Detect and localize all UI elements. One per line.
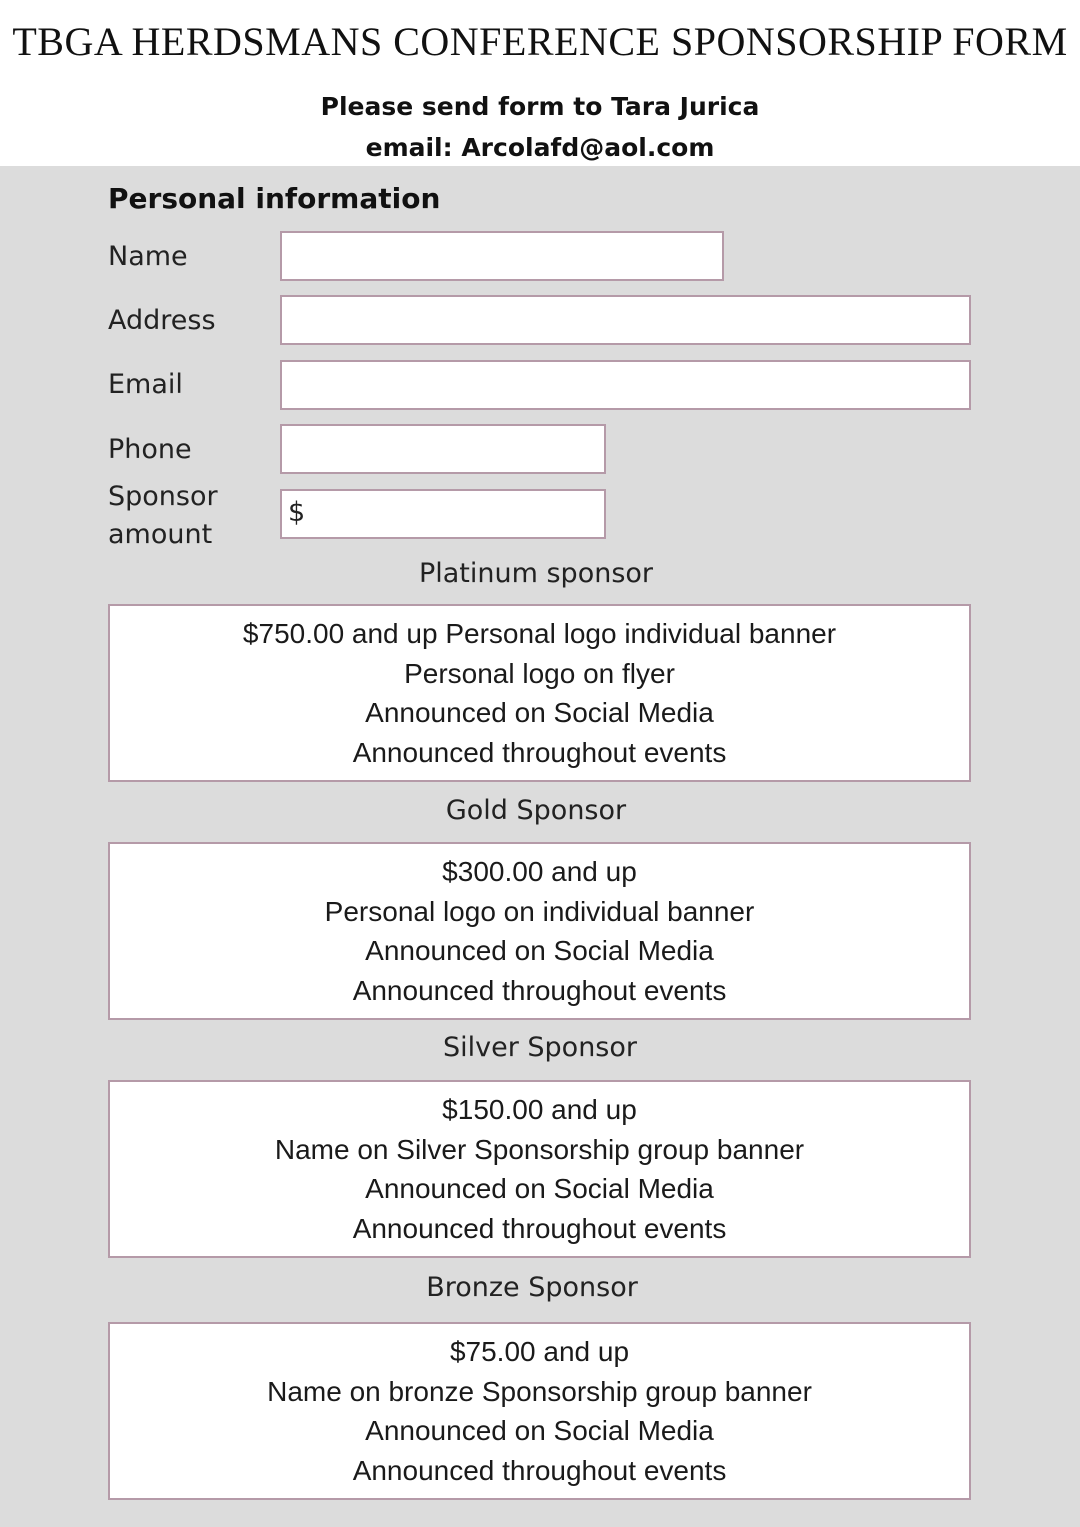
tier-line: Announced throughout events (352, 1212, 727, 1244)
address-label: Address (108, 305, 216, 336)
form-header (0, 0, 1080, 166)
phone-label: Phone (108, 434, 192, 465)
tier-line: Personal logo on individual banner (324, 895, 755, 927)
platinum-heading: Platinum sponsor (418, 558, 654, 589)
bronze-heading: Bronze Sponsor (426, 1272, 638, 1303)
tier-line: Announced on Social Media (365, 1415, 714, 1446)
tier-line: $300.00 and up (442, 856, 637, 887)
name-field[interactable] (280, 231, 724, 281)
bronze-tier-box (108, 1322, 971, 1500)
form-title: TBGA HERDSMANS CONFERENCE SPONSORSHIP FORM (12, 19, 1068, 64)
tier-line: $75.00 and up (449, 1336, 630, 1367)
send-email: email: Arcolafd@aol.com (365, 133, 715, 162)
email-label: Email (108, 369, 183, 400)
tier-line: Announced throughout events (352, 736, 727, 768)
tier-line: Name on Silver Sponsorship group banner (274, 1133, 805, 1165)
sponsor-amount-field[interactable] (280, 489, 606, 539)
tier-line: Announced throughout events (352, 974, 727, 1006)
phone-field[interactable] (280, 424, 606, 474)
tier-line: Announced throughout events (352, 1454, 727, 1486)
tier-line: $150.00 and up (442, 1094, 637, 1125)
sponsor-amount-label-line-2: amount (108, 519, 213, 550)
sponsor-amount-label-line-1: Sponsor (108, 481, 218, 512)
platinum-tier-box (108, 604, 971, 782)
gold-tier-box (108, 842, 971, 1020)
email-field[interactable] (280, 360, 971, 410)
address-field[interactable] (280, 295, 971, 345)
send-instructions: Please send form to Tara Jurica (320, 92, 760, 121)
tier-line: Announced on Social Media (365, 1173, 714, 1204)
name-label: Name (108, 241, 188, 272)
tier-line: Announced on Social Media (365, 697, 714, 728)
tier-line: Name on bronze Sponsorship group banner (267, 1375, 812, 1407)
silver-heading: Silver Sponsor (442, 1032, 637, 1063)
tier-line: $750.00 and up Personal logo individual banner (242, 618, 837, 649)
gold-heading: Gold Sponsor (445, 795, 627, 826)
silver-tier-box (108, 1080, 971, 1258)
tier-line: Personal logo on flyer (404, 657, 675, 689)
personal-info-heading: Personal information (108, 182, 441, 215)
tier-line: Announced on Social Media (365, 935, 714, 966)
dollar-prefix: $ (288, 497, 306, 528)
